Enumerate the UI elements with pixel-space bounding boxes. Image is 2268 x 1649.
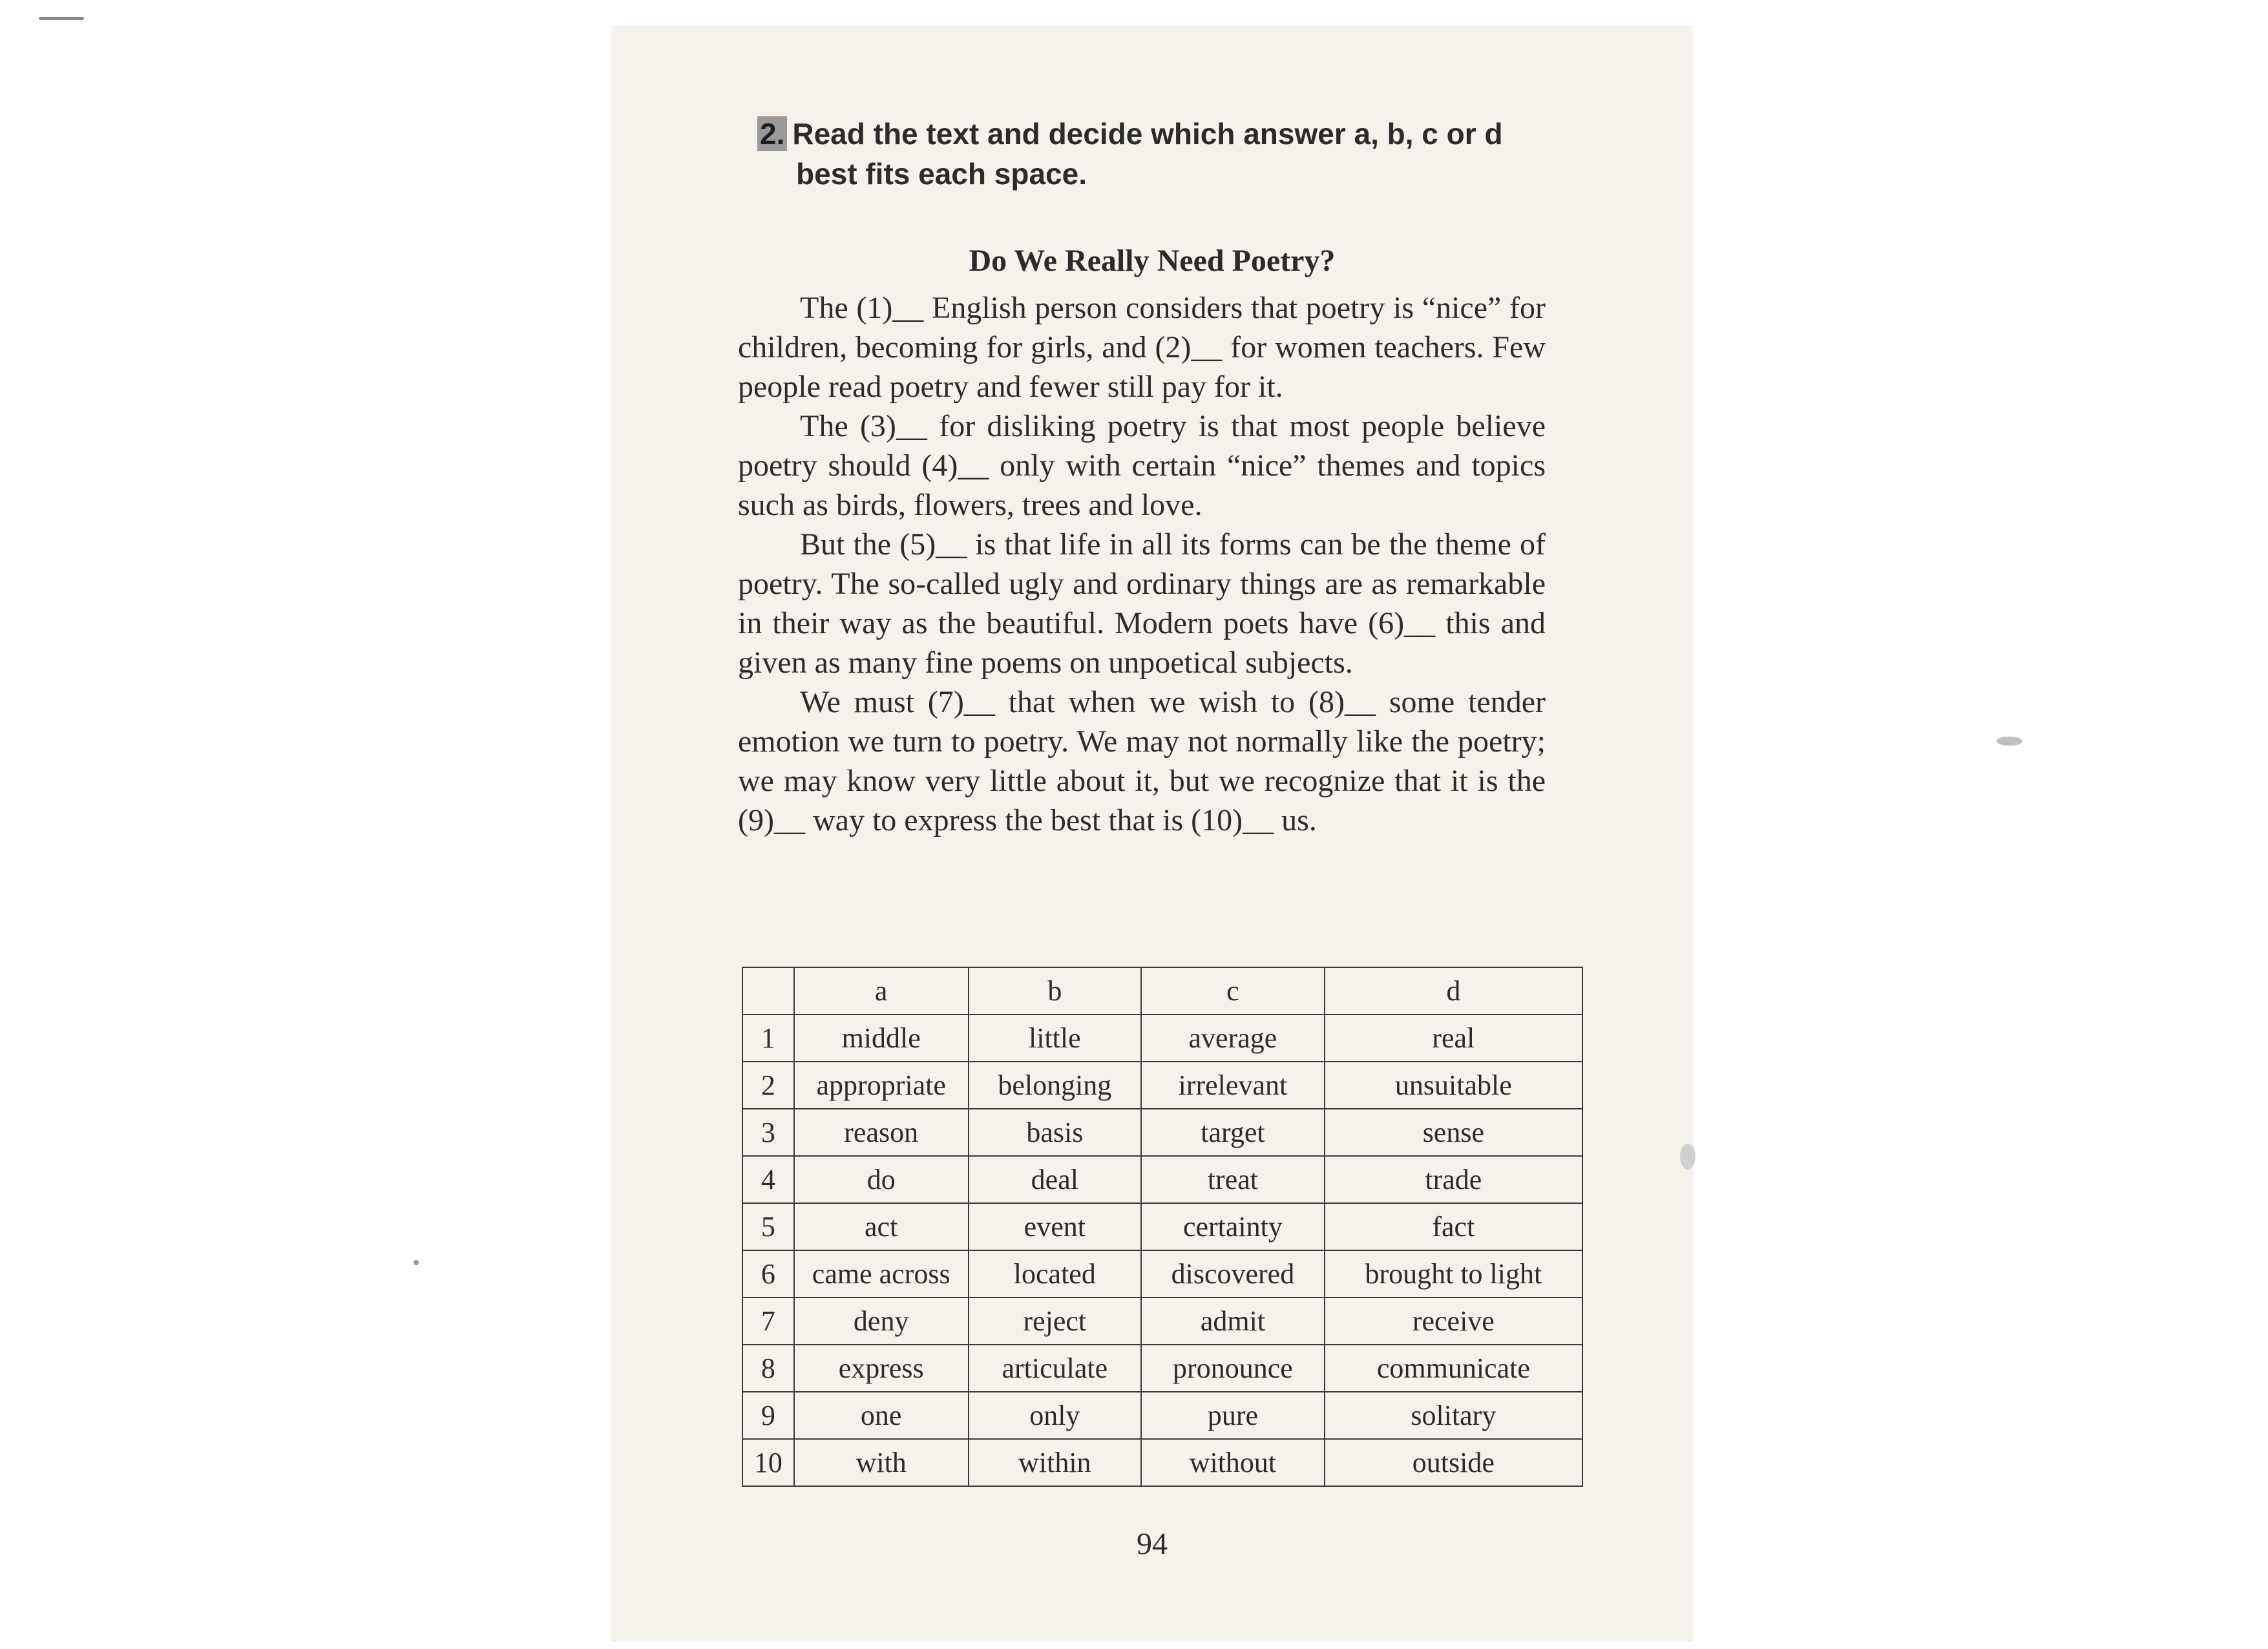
table-cell: little (969, 1014, 1142, 1062)
exercise-instruction (757, 114, 1565, 194)
table-cell: reason (794, 1109, 969, 1156)
table-row (742, 1109, 1582, 1156)
table-cell: solitary (1325, 1392, 1582, 1439)
table-cell: event (969, 1203, 1142, 1250)
table-cell: treat (1141, 1156, 1325, 1203)
table-cell: do (794, 1156, 969, 1203)
table-cell: basis (969, 1109, 1142, 1156)
page-number: 94 (1137, 1527, 1168, 1561)
table-cell: brought to light (1325, 1250, 1582, 1297)
table-cell: act (794, 1203, 969, 1250)
table-header-cell: d (1325, 967, 1582, 1014)
table-cell: target (1141, 1109, 1325, 1156)
table-header-cell (742, 967, 794, 1014)
scan-speck (1680, 1144, 1696, 1170)
table-cell: 4 (742, 1156, 794, 1203)
table-cell: 6 (742, 1250, 794, 1297)
table-cell: express (794, 1345, 969, 1392)
table-cell: articulate (969, 1345, 1142, 1392)
table-cell: communicate (1325, 1345, 1582, 1392)
table-cell: irrelevant (1141, 1062, 1325, 1109)
paragraph: We must (7)__ that when we wish to (8)__ some tender emotion we turn to poetry. We may not normally like the poetry; we may know very little about it, but we recognize that it is the (9)__ way to express the best that is (10)__ us. (738, 685, 1546, 837)
table-cell: 7 (742, 1297, 794, 1345)
table-row (742, 1014, 1582, 1062)
table-cell: sense (1325, 1109, 1582, 1156)
table-cell: middle (794, 1014, 969, 1062)
table-cell: 1 (742, 1014, 794, 1062)
table-cell: belonging (969, 1062, 1142, 1109)
table-cell: admit (1141, 1297, 1325, 1345)
table-cell: deal (969, 1156, 1142, 1203)
table-cell: within (969, 1439, 1142, 1486)
table-row (742, 1297, 1582, 1345)
text-body (738, 288, 1546, 840)
answer-options-table (742, 967, 1583, 1487)
table-cell: located (969, 1250, 1142, 1297)
table-cell: reject (969, 1297, 1142, 1345)
table-cell: pronounce (1141, 1345, 1325, 1392)
table-header-cell: a (794, 967, 969, 1014)
table-row (742, 1156, 1582, 1203)
table-cell: pure (1141, 1392, 1325, 1439)
table-row (742, 1392, 1582, 1439)
scan-speck (39, 17, 84, 20)
paragraph: The (3)__ for disliking poetry is that most people believe poetry should (4)__ only with certain “nice” themes and topics such as birds, flowers, trees and love. (738, 409, 1546, 522)
table-header-cell: c (1141, 967, 1325, 1014)
table-cell: one (794, 1392, 969, 1439)
book-page (611, 26, 1693, 1641)
scan-speck (414, 1260, 419, 1265)
table-cell: 10 (742, 1439, 794, 1486)
table-cell: discovered (1141, 1250, 1325, 1297)
table-header-row (742, 967, 1582, 1014)
table-cell: 8 (742, 1345, 794, 1392)
text-title: Do We Really Need Poetry? (969, 244, 1336, 278)
table-cell: real (1325, 1014, 1582, 1062)
table-cell: 2 (742, 1062, 794, 1109)
table-cell: certainty (1141, 1203, 1325, 1250)
instruction-line-1: Read the text and decide which answer a, b, c or d (792, 117, 1503, 151)
table-cell: average (1141, 1014, 1325, 1062)
table-cell: outside (1325, 1439, 1582, 1486)
table-cell: deny (794, 1297, 969, 1345)
table-cell: without (1141, 1439, 1325, 1486)
table-cell: appropriate (794, 1062, 969, 1109)
table-cell: 3 (742, 1109, 794, 1156)
table-cell: only (969, 1392, 1142, 1439)
table-cell: fact (1325, 1203, 1582, 1250)
table-row (742, 1439, 1582, 1486)
table-row (742, 1203, 1582, 1250)
table-cell: 5 (742, 1203, 794, 1250)
table-cell: with (794, 1439, 969, 1486)
table-cell: 9 (742, 1392, 794, 1439)
table-row (742, 1062, 1582, 1109)
table-cell: came across (794, 1250, 969, 1297)
table-header-cell: b (969, 967, 1142, 1014)
table-cell: trade (1325, 1156, 1582, 1203)
scan-speck (1997, 737, 2022, 746)
paragraph: The (1)__ English person considers that poetry is “nice” for children, becoming for girls, and (2)__ for women teachers. Few people read poetry and fewer still pay for it. (738, 291, 1546, 404)
table-row (742, 1250, 1582, 1297)
instruction-line-2: best fits each space. (796, 157, 1087, 191)
table-row (742, 1345, 1582, 1392)
table-cell: unsuitable (1325, 1062, 1582, 1109)
exercise-number: 2. (757, 116, 787, 151)
table-cell: receive (1325, 1297, 1582, 1345)
paragraph: But the (5)__ is that life in all its forms can be the theme of poetry. The so-called ugly and ordinary things are as remarkable in their way as the beautiful. Modern poets have (6)__ this and given as many fine poems on unpoetical subjects. (738, 527, 1546, 680)
